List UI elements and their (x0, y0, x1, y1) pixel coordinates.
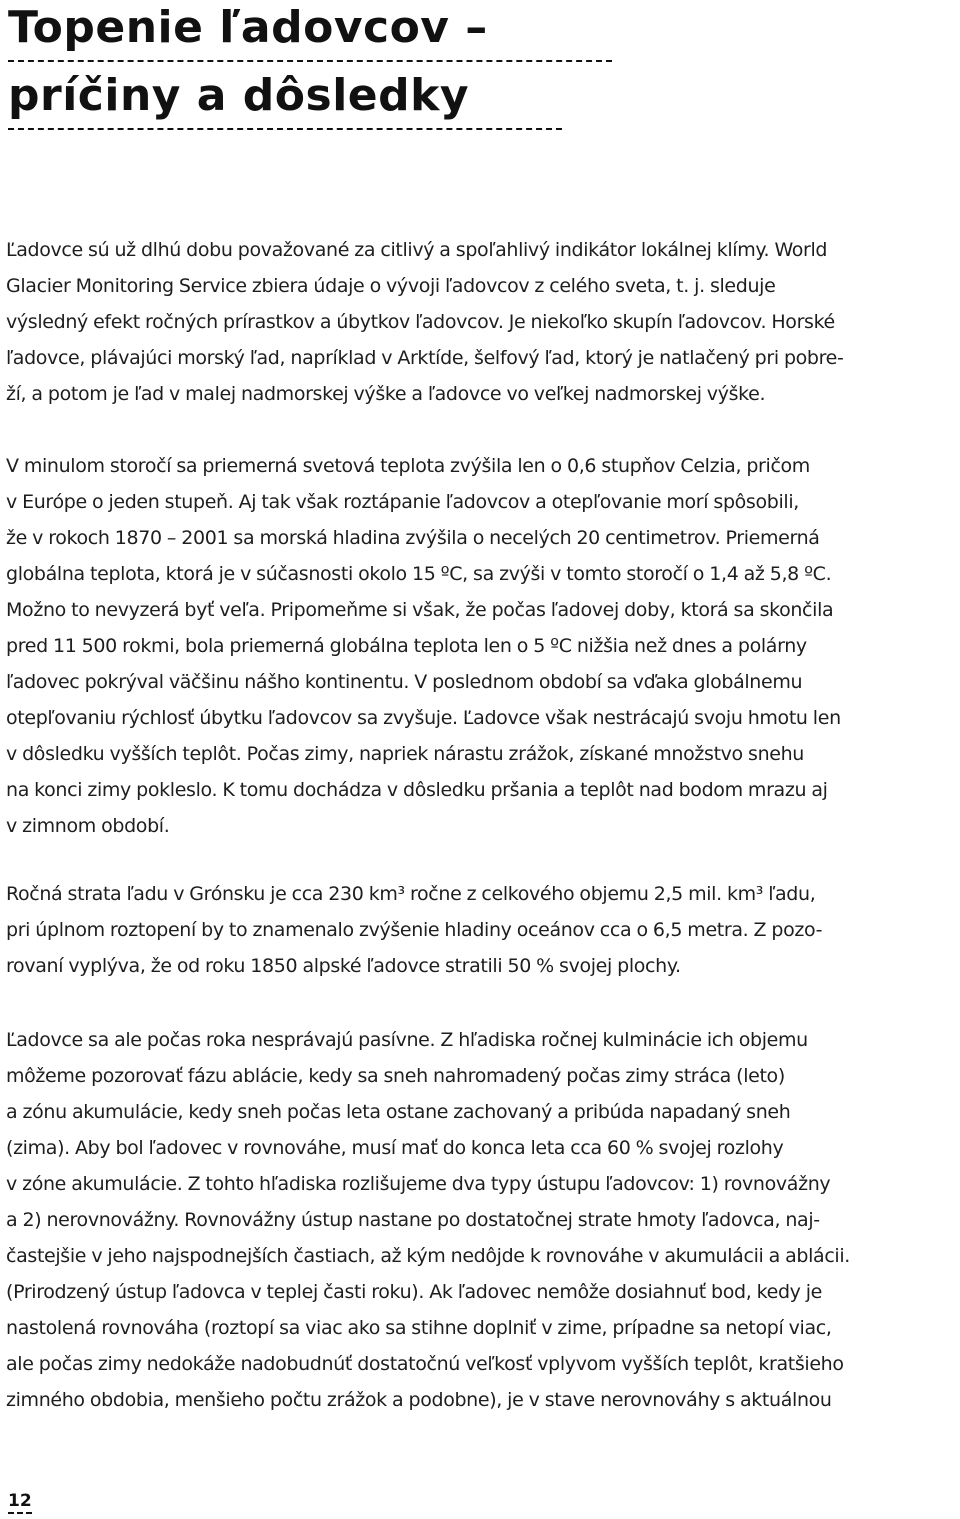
paragraph-line: častejšie v jeho najspodnejších častiach, až kým nedôjde k rovnováhe v akumulácii a ablácii. (6, 1245, 850, 1267)
paragraph-line: výsledný efekt ročných prírastkov a úbytkov ľadovcov. Je niekoľko skupín ľadovcov. Horské (6, 311, 835, 333)
paragraph-line: (Prirodzený ústup ľadovca v teplej časti roku). Ak ľadovec nemôže dosiahnuť bod, kedy je (6, 1281, 823, 1303)
paragraph-line: v dôsledku vyšších teplôt. Počas zimy, napriek nárastu zrážok, získané množstvo snehu (6, 743, 804, 765)
paragraph-line: (zima). Aby bol ľadovec v rovnováhe, musí mať do konca leta cca 60 % svojej rozlohy (6, 1137, 784, 1159)
paragraph-line: V minulom storočí sa priemerná svetová teplota zvýšila len o 0,6 stupňov Celzia, pričom (6, 455, 810, 477)
paragraph-line: Glacier Monitoring Service zbiera údaje o vývoji ľadovcov z celého sveta, t. j. sleduje (6, 275, 776, 297)
paragraph-line: v zóne akumulácie. Z tohto hľadiska rozlišujeme dva typy ústupu ľadovcov: 1) rovnovážny (6, 1173, 831, 1195)
paragraph-line: nastolená rovnováha (roztopí sa viac ako sa stihne doplniť v zime, prípadne sa netopí viac, (6, 1317, 832, 1339)
paragraph-line: globálna teplota, ktorá je v súčasnosti okolo 15 ºC, sa zvýši v tomto storočí o 1,4 až 5,8 ºC. (6, 563, 832, 585)
paragraph-line: Ľadovce sa ale počas roka nesprávajú pasívne. Z hľadiska ročnej kulminácie ich objemu (6, 1029, 808, 1051)
title-underline-2 (8, 128, 562, 130)
paragraph-line: Ľadovce sú už dlhú dobu považované za citlivý a spoľahlivý indikátor lokálnej klímy. World (6, 239, 828, 261)
title-underline-1 (8, 60, 612, 62)
paragraph-line: Ročná strata ľadu v Grónsku je cca 230 km³ ročne z celkového objemu 2,5 mil. km³ ľadu, (6, 883, 816, 905)
paragraph-4 (6, 1022, 958, 1418)
paragraph-line: ľadovce, plávajúci morský ľad, napríklad v Arktíde, šelfový ľad, ktorý je natlačený pri pobre- (6, 347, 844, 369)
paragraph-line: otepľovaniu rýchlosť úbytku ľadovcov sa zvyšuje. Ľadovce však nestrácajú svoju hmotu len (6, 707, 841, 729)
paragraph-line: rovaní vyplýva, že od roku 1850 alpské ľadovce stratili 50 % svojej plochy. (6, 955, 681, 977)
paragraph-line: v zimnom období. (6, 815, 170, 837)
paragraph-line: pred 11 500 rokmi, bola priemerná globálna teplota len o 5 ºC nižšia než dnes a polárny (6, 635, 807, 657)
page-title-line-2: príčiny a dôsledky (8, 70, 470, 121)
paragraph-line: ale počas zimy nedokáže nadobudnúť dostatočnú veľkosť vplyvom vyšších teplôt, kratšieho (6, 1353, 844, 1375)
paragraph-line: zimného obdobia, menšieho počtu zrážok a podobne), je v stave nerovnováhy s aktuálnou (6, 1389, 832, 1411)
paragraph-line: na konci zimy pokleslo. K tomu dochádza v dôsledku pršania a teplôt nad bodom mrazu aj (6, 779, 828, 801)
paragraph-2 (6, 448, 958, 844)
page-number: 12 (8, 1490, 32, 1514)
page-title-line-1: Topenie ľadovcov – (8, 2, 488, 53)
paragraph-line: v Európe o jeden stupeň. Aj tak však roztápanie ľadovcov a otepľovanie morí spôsobili, (6, 491, 799, 513)
paragraph-line: ľadovec pokrýval väčšinu nášho kontinentu. V poslednom období sa vďaka globálnemu (6, 671, 803, 693)
paragraph-line: Možno to nevyzerá byť veľa. Pripomeňme si však, že počas ľadovej doby, ktorá sa skončila (6, 599, 834, 621)
paragraph-line: že v rokoch 1870 – 2001 sa morská hladina zvýšila o necelých 20 centimetrov. Priemerná (6, 527, 820, 549)
paragraph-line: a zónu akumulácie, kedy sneh počas leta ostane zachovaný a pribúda napadaný sneh (6, 1101, 791, 1123)
paragraph-line: a 2) nerovnovážny. Rovnovážny ústup nastane po dostatočnej strate hmoty ľadovca, naj- (6, 1209, 820, 1231)
paragraph-1 (6, 232, 958, 412)
paragraph-line: ží, a potom je ľad v malej nadmorskej výške a ľadovce vo veľkej nadmorskej výške. (6, 383, 766, 405)
paragraph-line: pri úplnom roztopení by to znamenalo zvýšenie hladiny oceánov cca o 6,5 metra. Z pozo- (6, 919, 823, 941)
paragraph-line: môžeme pozorovať fázu ablácie, kedy sa sneh nahromadený počas zimy stráca (leto) (6, 1065, 785, 1087)
paragraph-3 (6, 876, 958, 984)
